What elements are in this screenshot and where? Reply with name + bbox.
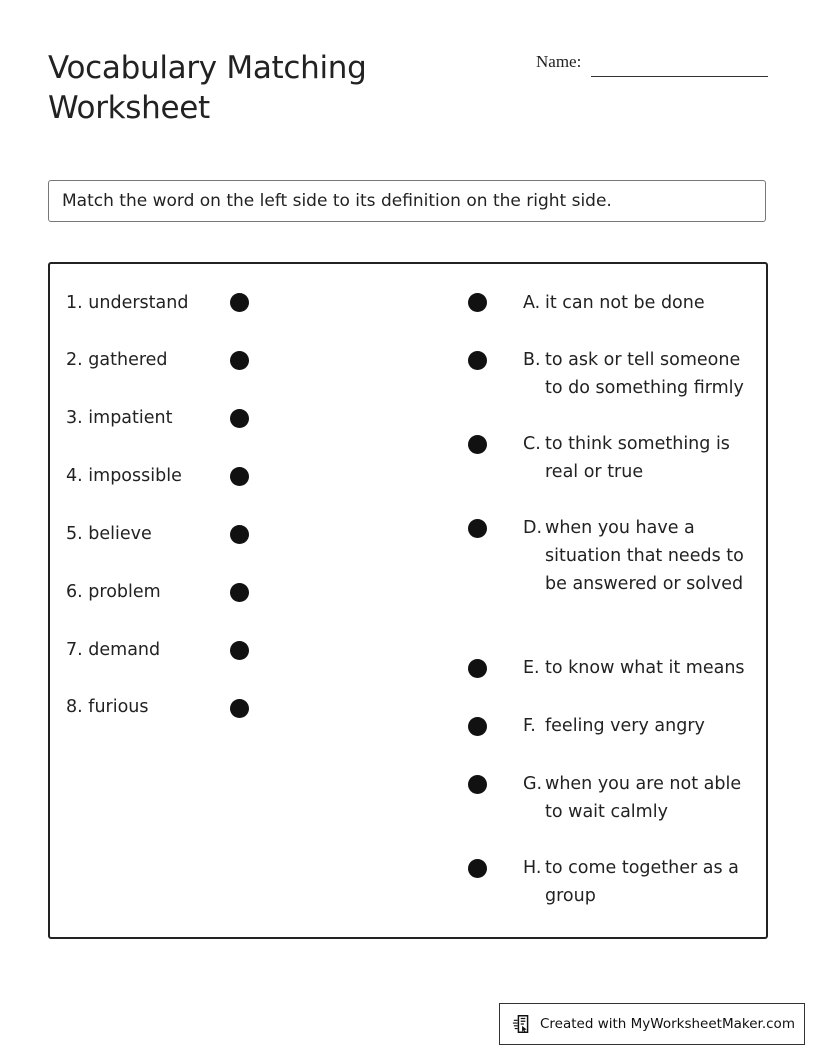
word-match-dot[interactable] bbox=[230, 699, 249, 718]
word-item bbox=[66, 466, 182, 486]
word-item bbox=[66, 524, 152, 544]
word-text: believe bbox=[88, 524, 152, 544]
definition-text: to ask or tell someone to do something firmly bbox=[545, 350, 744, 398]
definition-letter: D. bbox=[523, 518, 543, 538]
word-text: impatient bbox=[88, 408, 173, 428]
definition-item bbox=[523, 430, 763, 486]
word-match-dot[interactable] bbox=[230, 583, 249, 602]
definition-letter: E. bbox=[523, 658, 540, 678]
definition-match-dot[interactable] bbox=[468, 775, 487, 794]
definition-text: to know what it means bbox=[545, 658, 745, 678]
definition-letter: G. bbox=[523, 774, 543, 794]
footer-text: Created with MyWorksheetMaker.com bbox=[540, 1016, 795, 1032]
word-text: understand bbox=[88, 293, 189, 313]
definition-letter: H. bbox=[523, 858, 542, 878]
title-line-1: Vocabulary Matching bbox=[48, 50, 367, 86]
definition-match-dot[interactable] bbox=[468, 859, 487, 878]
definition-item bbox=[523, 346, 763, 402]
word-item bbox=[66, 350, 168, 370]
word-number: 2. bbox=[66, 350, 83, 370]
definition-item bbox=[523, 712, 763, 740]
definition-letter: F. bbox=[523, 716, 536, 736]
definition-item bbox=[523, 654, 763, 682]
word-number: 1. bbox=[66, 293, 83, 313]
word-number: 8. bbox=[66, 697, 83, 717]
word-text: problem bbox=[88, 582, 161, 602]
definition-text: it can not be done bbox=[545, 293, 705, 313]
word-match-dot[interactable] bbox=[230, 467, 249, 486]
word-number: 3. bbox=[66, 408, 83, 428]
name-label: Name: bbox=[536, 52, 582, 71]
definition-match-dot[interactable] bbox=[468, 519, 487, 538]
word-text: impossible bbox=[88, 466, 182, 486]
word-number: 4. bbox=[66, 466, 83, 486]
word-number: 6. bbox=[66, 582, 83, 602]
definition-item bbox=[523, 854, 763, 910]
definition-letter: B. bbox=[523, 350, 541, 370]
word-text: gathered bbox=[88, 350, 168, 370]
word-match-dot[interactable] bbox=[230, 351, 249, 370]
definition-match-dot[interactable] bbox=[468, 435, 487, 454]
definition-text: to think something is real or true bbox=[545, 434, 730, 482]
matching-box bbox=[48, 262, 768, 939]
page-title bbox=[48, 48, 448, 128]
word-item bbox=[66, 640, 160, 660]
definition-item bbox=[523, 770, 763, 826]
worksheet-maker-logo-icon bbox=[512, 1013, 534, 1035]
definition-match-dot[interactable] bbox=[468, 717, 487, 736]
definition-item bbox=[523, 289, 763, 317]
definition-text: to come together as a group bbox=[545, 858, 739, 906]
definition-text: feeling very angry bbox=[545, 716, 705, 736]
word-number: 7. bbox=[66, 640, 83, 660]
word-match-dot[interactable] bbox=[230, 293, 249, 312]
definition-match-dot[interactable] bbox=[468, 351, 487, 370]
word-match-dot[interactable] bbox=[230, 409, 249, 428]
word-item bbox=[66, 697, 149, 717]
definition-item bbox=[523, 514, 763, 598]
definition-letter: C. bbox=[523, 434, 541, 454]
word-number: 5. bbox=[66, 524, 83, 544]
name-blank-line[interactable] bbox=[591, 76, 768, 77]
word-match-dot[interactable] bbox=[230, 641, 249, 660]
word-item bbox=[66, 582, 161, 602]
created-with-badge[interactable] bbox=[499, 1003, 805, 1045]
word-item bbox=[66, 408, 172, 428]
word-item bbox=[66, 293, 188, 313]
name-field bbox=[536, 52, 768, 80]
definition-text: when you have a situation that needs to be answered or solved bbox=[545, 518, 744, 594]
word-match-dot[interactable] bbox=[230, 525, 249, 544]
word-text: furious bbox=[88, 697, 149, 717]
definition-match-dot[interactable] bbox=[468, 659, 487, 678]
definition-match-dot[interactable] bbox=[468, 293, 487, 312]
word-text: demand bbox=[88, 640, 161, 660]
definition-text: when you are not able to wait calmly bbox=[545, 774, 742, 822]
instructions-box: Match the word on the left side to its definition on the right side. bbox=[48, 180, 766, 222]
definition-letter: A. bbox=[523, 293, 541, 313]
title-line-2: Worksheet bbox=[48, 90, 210, 126]
